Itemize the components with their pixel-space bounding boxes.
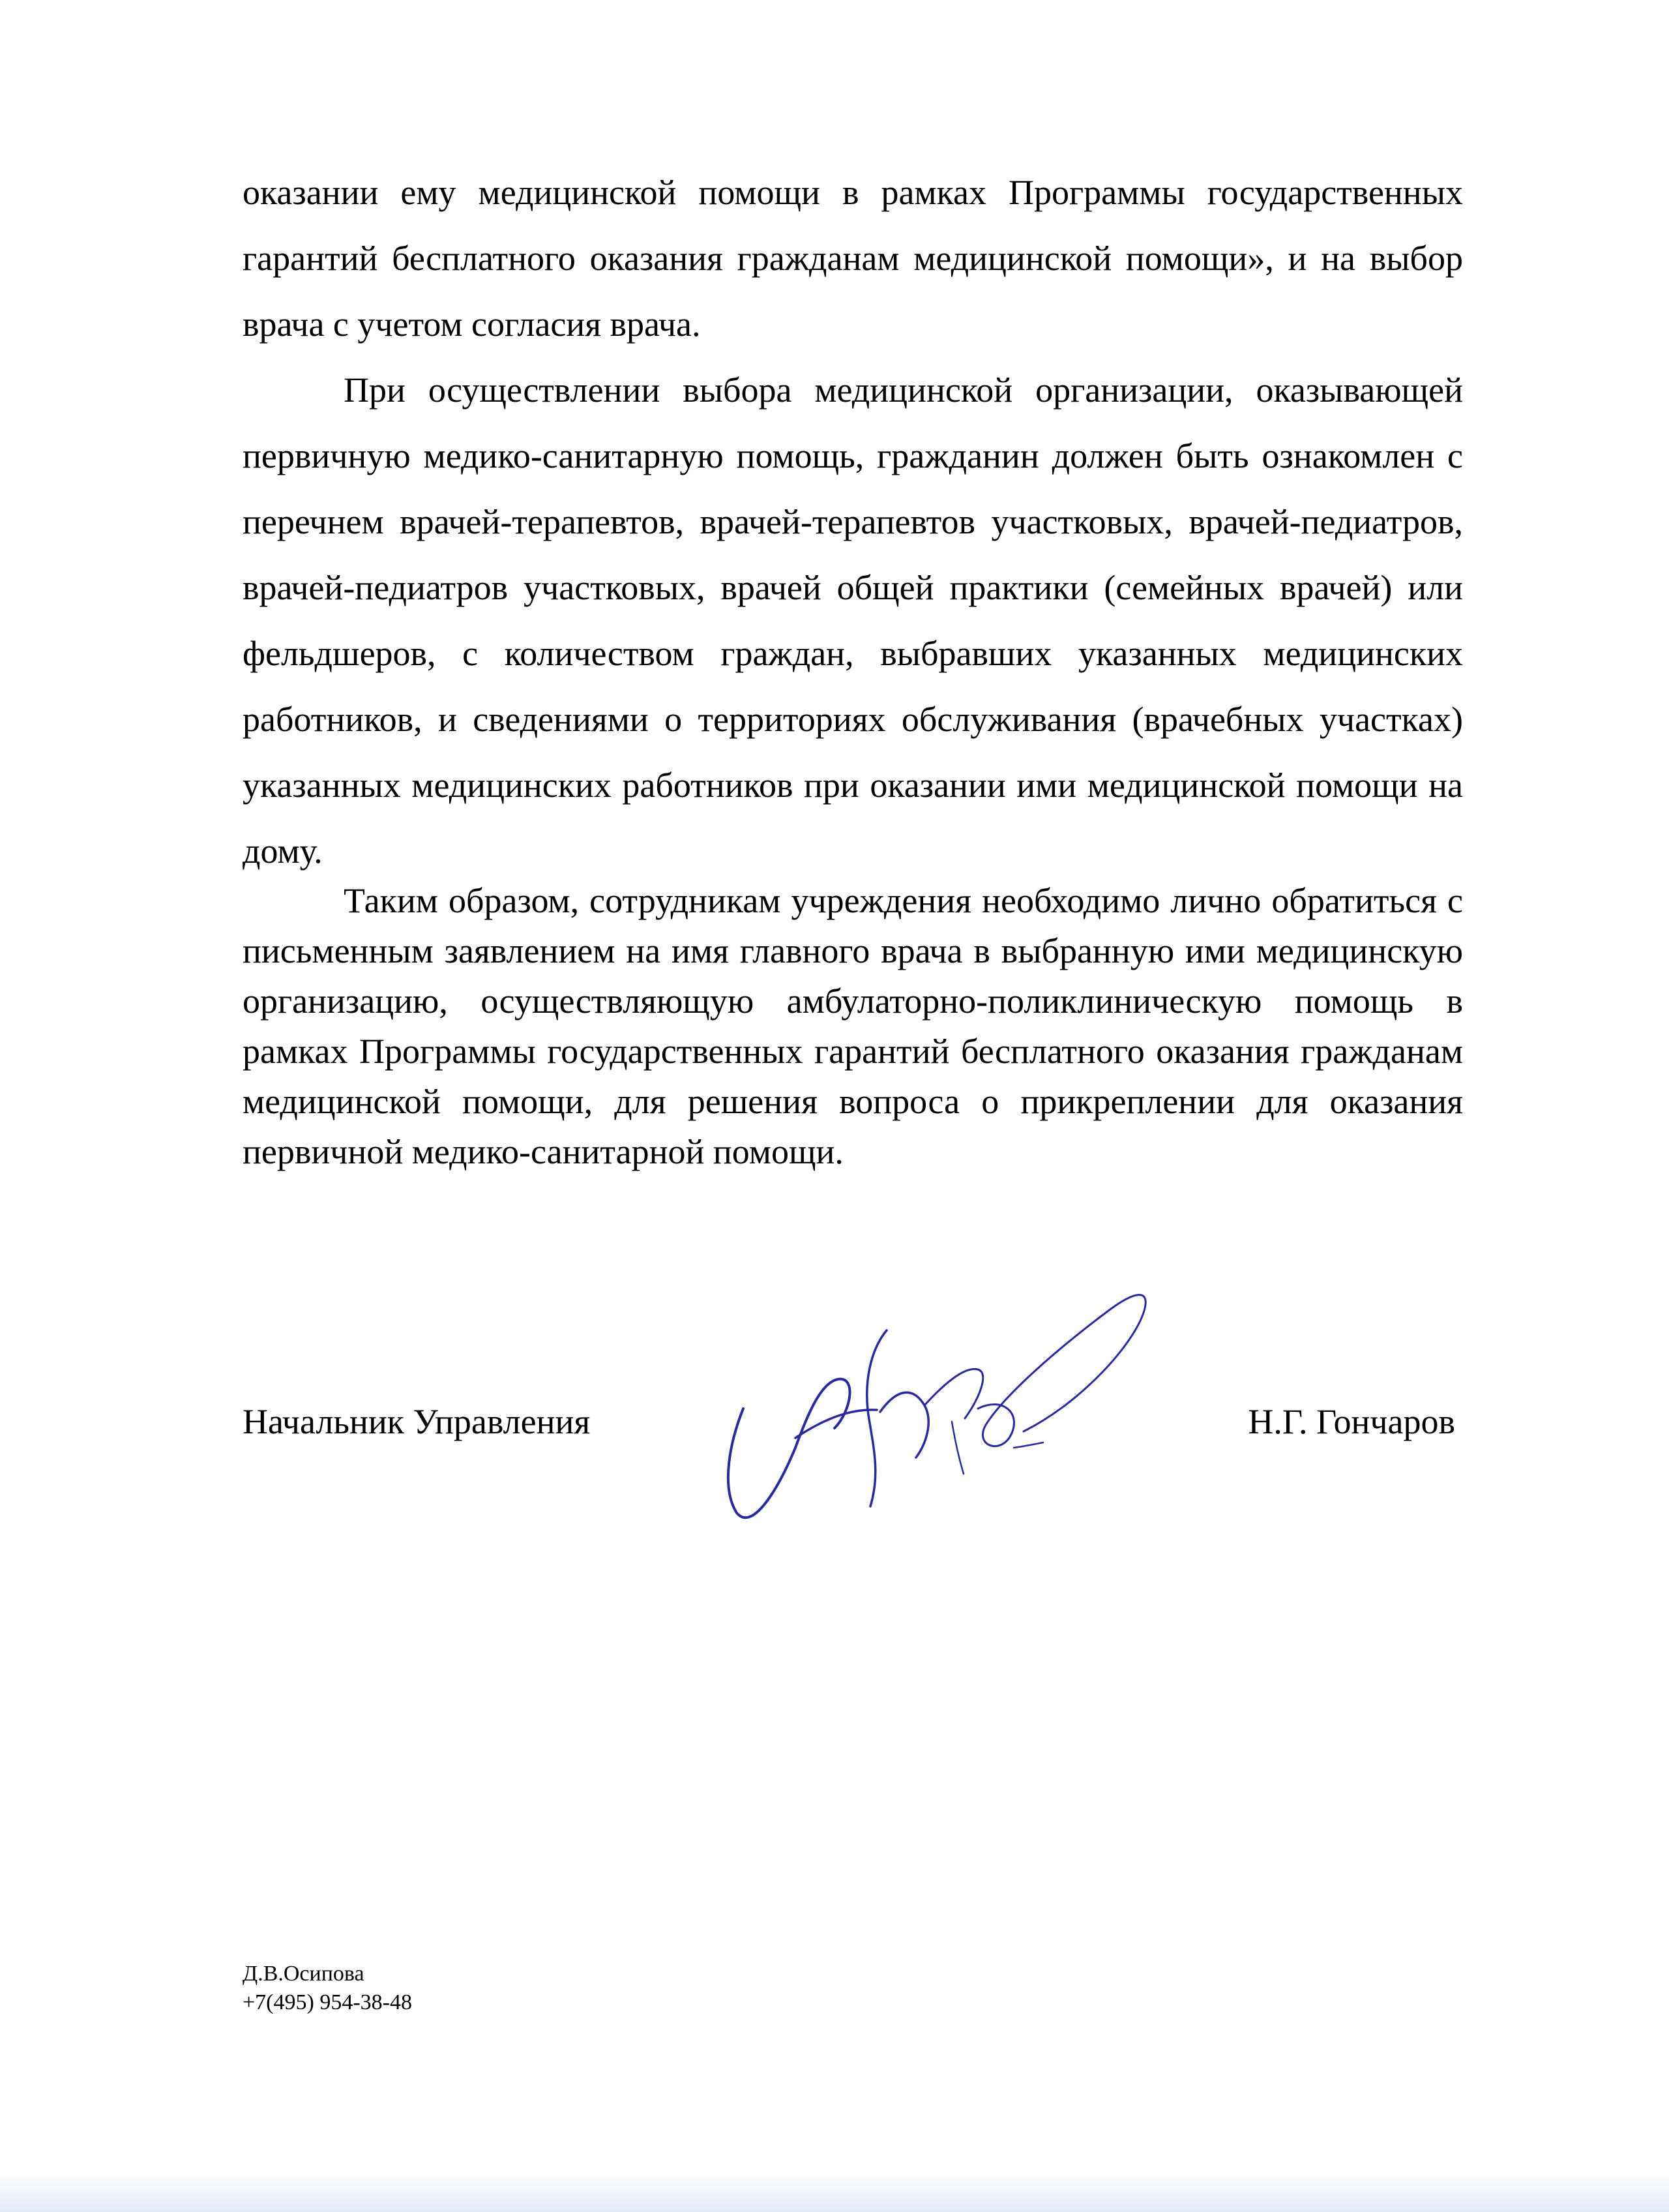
executor-info	[243, 1960, 412, 2017]
executor-name: Д.В.Осипова	[243, 1962, 364, 1986]
scan-edge-band	[0, 2173, 1669, 2212]
handwritten-signature	[717, 1272, 1160, 1532]
signatory-position: Начальник Управления	[243, 1402, 591, 1441]
paragraph-conclusion: Таким образом, сотрудникам учреждения необходимо лично обратиться с письменным заявлением на имя главного врача в выбранную ими медицинскую организацию, осуществляющую амбулаторно-поликлиническую помощь в рамках Программы государственных гарантий бесплатного оказания гражданам медицинской помощи, для решения вопроса о прикреплении для оказания первичной медико-санитарной помощи.	[243, 881, 1463, 1171]
signatory-name: Н.Г. Гончаров	[1248, 1402, 1455, 1441]
paragraph-choice-of-organization: При осуществлении выбора медицинской организации, оказывающей первичную медико-санитарную помощь, гражданин должен быть ознакомлен с перечнем врачей-терапевтов, врачей-терапевтов участковых, врачей-педиатров, врачей-педиатров участковых, врачей общей практики (семейных врачей) или фельдшеров, с количеством граждан, выбравших указанных медицинских работников, и сведениями о территориях обслуживания (врачебных участках) указанных медицинских работников при оказании ими медицинской помощи на дому.	[243, 370, 1463, 871]
paragraph-continuation: оказании ему медицинской помощи в рамках Программы государственных гарантий бесплатного оказания гражданам медицинской помощи», и на выбор врача с учетом согласия врача.	[243, 173, 1463, 344]
letter-body-lower	[243, 876, 1463, 1177]
executor-phone: +7(495) 954-38-48	[243, 1990, 412, 2014]
letter-body-upper	[243, 160, 1463, 884]
